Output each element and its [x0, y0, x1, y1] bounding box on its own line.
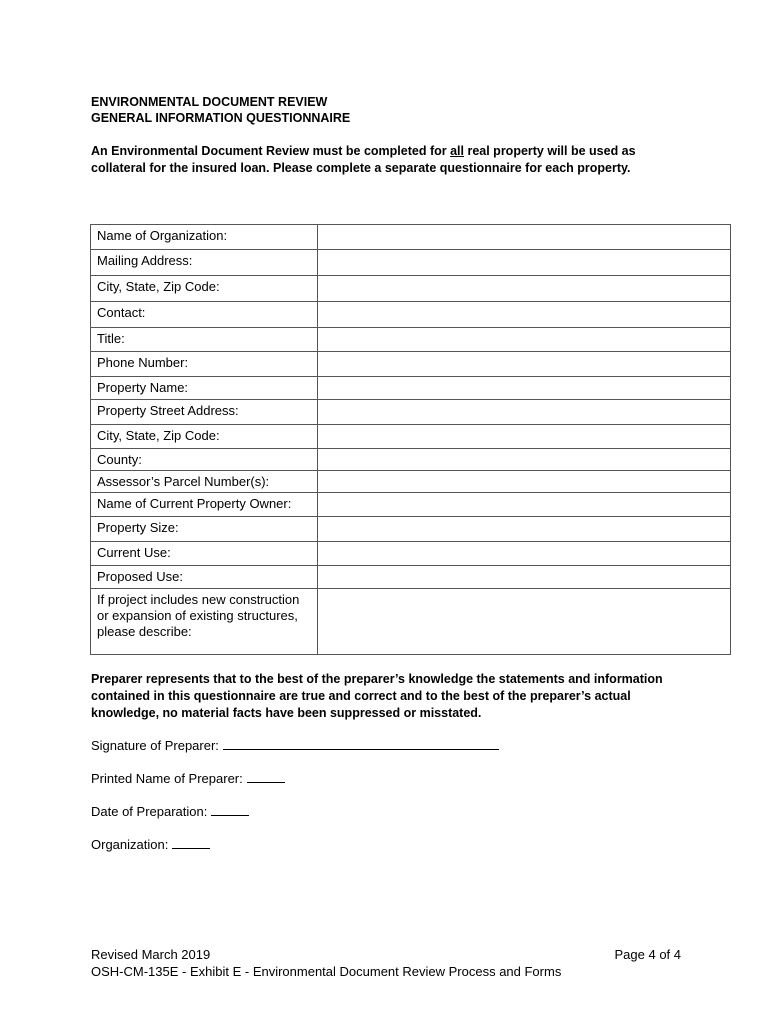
- title-line-1: ENVIRONMENTAL DOCUMENT REVIEW: [91, 95, 328, 109]
- table-row: [91, 493, 731, 517]
- organization-blank[interactable]: [172, 836, 210, 849]
- organization-label: Organization:: [91, 837, 169, 852]
- field-label: If project includes new construction or expansion of existing structures, please describe:: [91, 589, 318, 655]
- field-label: County:: [91, 449, 318, 471]
- title-line-2: GENERAL INFORMATION QUESTIONNAIRE: [91, 111, 351, 125]
- table-row: [91, 377, 731, 400]
- date-blank[interactable]: [211, 803, 249, 816]
- field-label: Title:: [91, 328, 318, 352]
- table-row: [91, 566, 731, 589]
- printed-name-line: [91, 770, 285, 787]
- document-title: [91, 94, 350, 126]
- revision-date: Revised March 2019: [91, 947, 211, 962]
- intro-underlined-word: all: [450, 144, 464, 158]
- table-row: [91, 276, 731, 302]
- field-input[interactable]: [318, 566, 731, 589]
- table-row: [91, 542, 731, 566]
- field-input[interactable]: [318, 377, 731, 400]
- field-input[interactable]: [318, 400, 731, 425]
- intro-paragraph: [91, 143, 691, 177]
- table-row: [91, 225, 731, 250]
- table-row: [91, 302, 731, 328]
- table-row: [91, 425, 731, 449]
- organization-line: [91, 836, 210, 853]
- general-information-table: [90, 224, 731, 655]
- field-label: City, State, Zip Code:: [91, 425, 318, 449]
- page-number: Page 4 of 4: [614, 947, 681, 962]
- field-label: Assessor’s Parcel Number(s):: [91, 471, 318, 493]
- intro-text-start: An Environmental Document Review must be completed for: [91, 144, 451, 158]
- date-label: Date of Preparation:: [91, 804, 208, 819]
- field-label: Proposed Use:: [91, 566, 318, 589]
- field-label: Mailing Address:: [91, 250, 318, 276]
- table-row: [91, 328, 731, 352]
- table-row: [91, 352, 731, 377]
- field-input[interactable]: [318, 425, 731, 449]
- field-input[interactable]: [318, 225, 731, 250]
- field-label: Phone Number:: [91, 352, 318, 377]
- field-input[interactable]: [318, 250, 731, 276]
- document-id: OSH-CM-135E - Exhibit E - Environmental Document Review Process and Forms: [91, 964, 562, 979]
- field-input[interactable]: [318, 449, 731, 471]
- field-input[interactable]: [318, 328, 731, 352]
- preparer-statement: Preparer represents that to the best of the preparer’s knowledge the statements and information contained in this questionnaire are true and correct and to the best of the preparer’s actual knowledge, no material facts have been suppressed or misstated.: [91, 672, 663, 720]
- table-row: [91, 589, 731, 655]
- table-row: [91, 449, 731, 471]
- field-input[interactable]: [318, 276, 731, 302]
- intro-text-end: real property will be used as collateral for the insured loan. Please complete a separate questionnaire for each property.: [91, 144, 636, 175]
- signature-blank[interactable]: [223, 737, 499, 750]
- signature-label: Signature of Preparer:: [91, 738, 219, 753]
- printed-name-label: Printed Name of Preparer:: [91, 771, 243, 786]
- field-label: City, State, Zip Code:: [91, 276, 318, 302]
- table-row: [91, 517, 731, 542]
- field-label: Current Use:: [91, 542, 318, 566]
- field-label: Name of Organization:: [91, 225, 318, 250]
- field-label: Property Street Address:: [91, 400, 318, 425]
- field-input[interactable]: [318, 493, 731, 517]
- field-label: Name of Current Property Owner:: [91, 493, 318, 517]
- field-input[interactable]: [318, 302, 731, 328]
- table-row: [91, 471, 731, 493]
- table-row: [91, 250, 731, 276]
- page-footer: [91, 946, 681, 980]
- field-label: Property Size:: [91, 517, 318, 542]
- field-label: Contact:: [91, 302, 318, 328]
- field-input[interactable]: [318, 471, 731, 493]
- field-label: Property Name:: [91, 377, 318, 400]
- field-input[interactable]: [318, 542, 731, 566]
- field-input[interactable]: [318, 589, 731, 655]
- field-input[interactable]: [318, 352, 731, 377]
- printed-name-blank[interactable]: [247, 770, 285, 783]
- field-input[interactable]: [318, 517, 731, 542]
- table-row: [91, 400, 731, 425]
- date-line: [91, 803, 249, 820]
- signature-line: [91, 737, 499, 754]
